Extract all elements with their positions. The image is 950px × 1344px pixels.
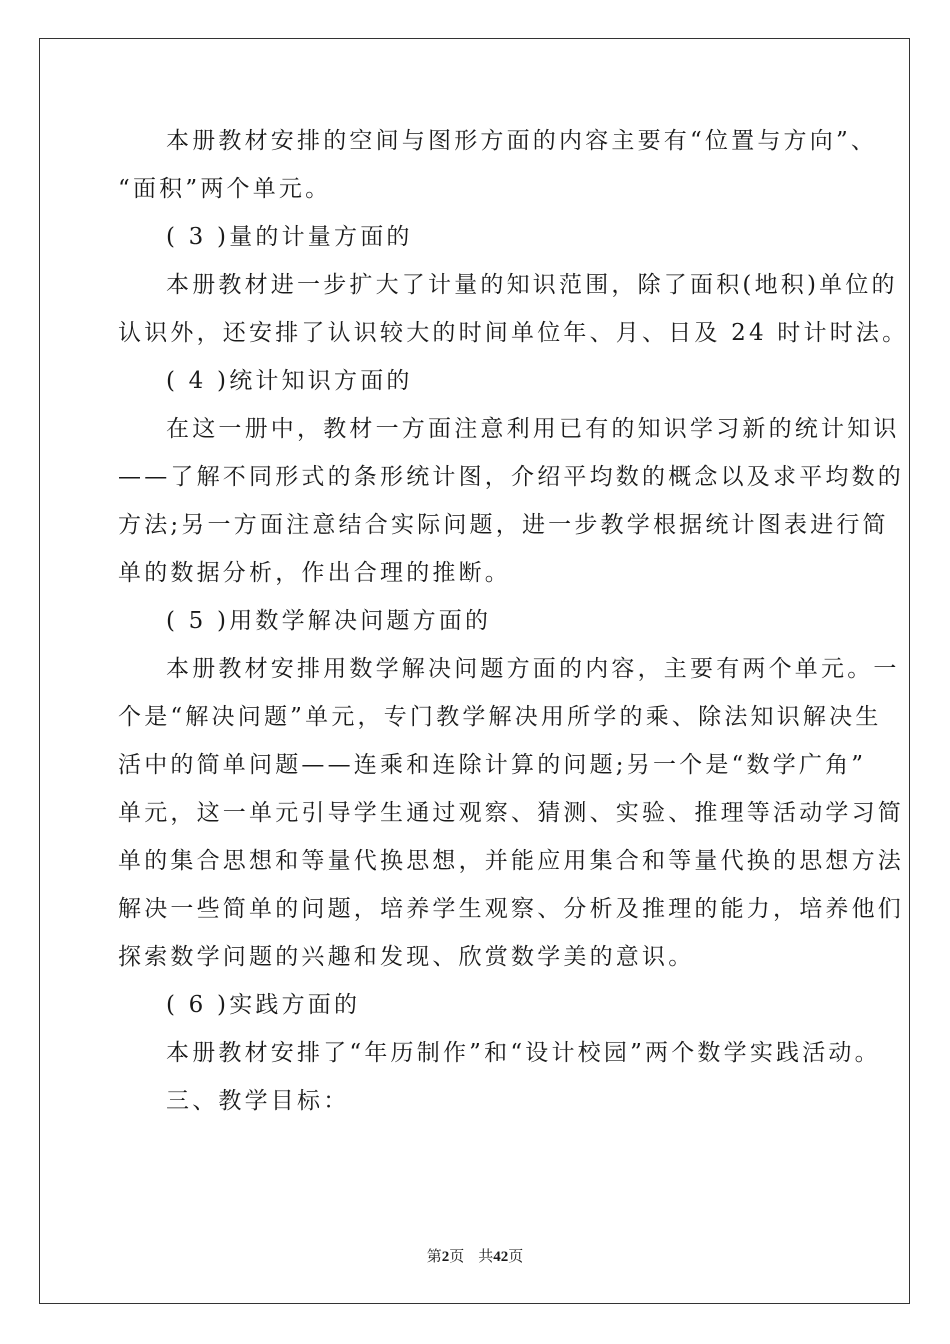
text-line: ——了解不同形式的条形统计图，介绍平均数的概念以及求平均数的 [118,464,904,490]
text-line: 个是“解决问题”单元，专门教学解决用所学的乘、除法知识解决生 [118,704,882,730]
text-line: 本册教材进一步扩大了计量的知识范围，除了面积(地积)单位的 [166,272,898,298]
page-footer [0,1247,950,1267]
footer-page-suffix: 页 [449,1249,465,1265]
text-line: 活中的简单问题——连乘和连除计算的问题;另一个是“数学广角” [118,752,867,778]
section-heading: 三、教学目标： [166,1088,350,1114]
text-line: 本册教材安排的空间与图形方面的内容主要有“位置与方向”、 [166,128,878,154]
footer-total-prefix: 共 [478,1249,494,1265]
text-line: 单元，这一单元引导学生通过观察、猜测、实验、推理等活动学习简 [118,800,904,826]
footer-total-suffix: 页 [508,1249,524,1265]
text-line: “面积”两个单元。 [118,176,332,202]
text-line: 探索数学问题的兴趣和发现、欣赏数学美的意识。 [118,944,695,970]
text-line: 认识外，还安排了认识较大的时间单位年、月、日及 24 时计时法。 [118,320,909,346]
section-heading: ( 4 )统计知识方面的 [166,368,413,394]
text-line: 单的集合思想和等量代换思想，并能应用集合和等量代换的思想方法 [118,848,904,874]
text-line: 解决一些简单的问题，培养学生观察、分析及推理的能力，培养他们 [118,896,904,922]
section-heading: ( 3 )量的计量方面的 [166,224,413,250]
section-heading: ( 5 )用数学解决问题方面的 [166,608,492,634]
section-heading: ( 6 )实践方面的 [166,992,361,1018]
text-line: 在这一册中，教材一方面注意利用已有的知识学习新的统计知识 [166,416,900,442]
footer-total-pages: 42 [493,1249,509,1265]
footer-page-prefix: 第 [426,1249,442,1265]
footer-page-number: 2 [441,1249,450,1265]
text-line: 单的数据分析，作出合理的推断。 [118,560,511,586]
text-line: 本册教材安排了“年历制作”和“设计校园”两个数学实践活动。 [166,1040,881,1066]
text-line: 本册教材安排用数学解决问题方面的内容，主要有两个单元。一 [166,656,900,682]
text-line: 方法;另一方面注意结合实际问题，进一步教学根据统计图表进行简 [118,512,889,538]
